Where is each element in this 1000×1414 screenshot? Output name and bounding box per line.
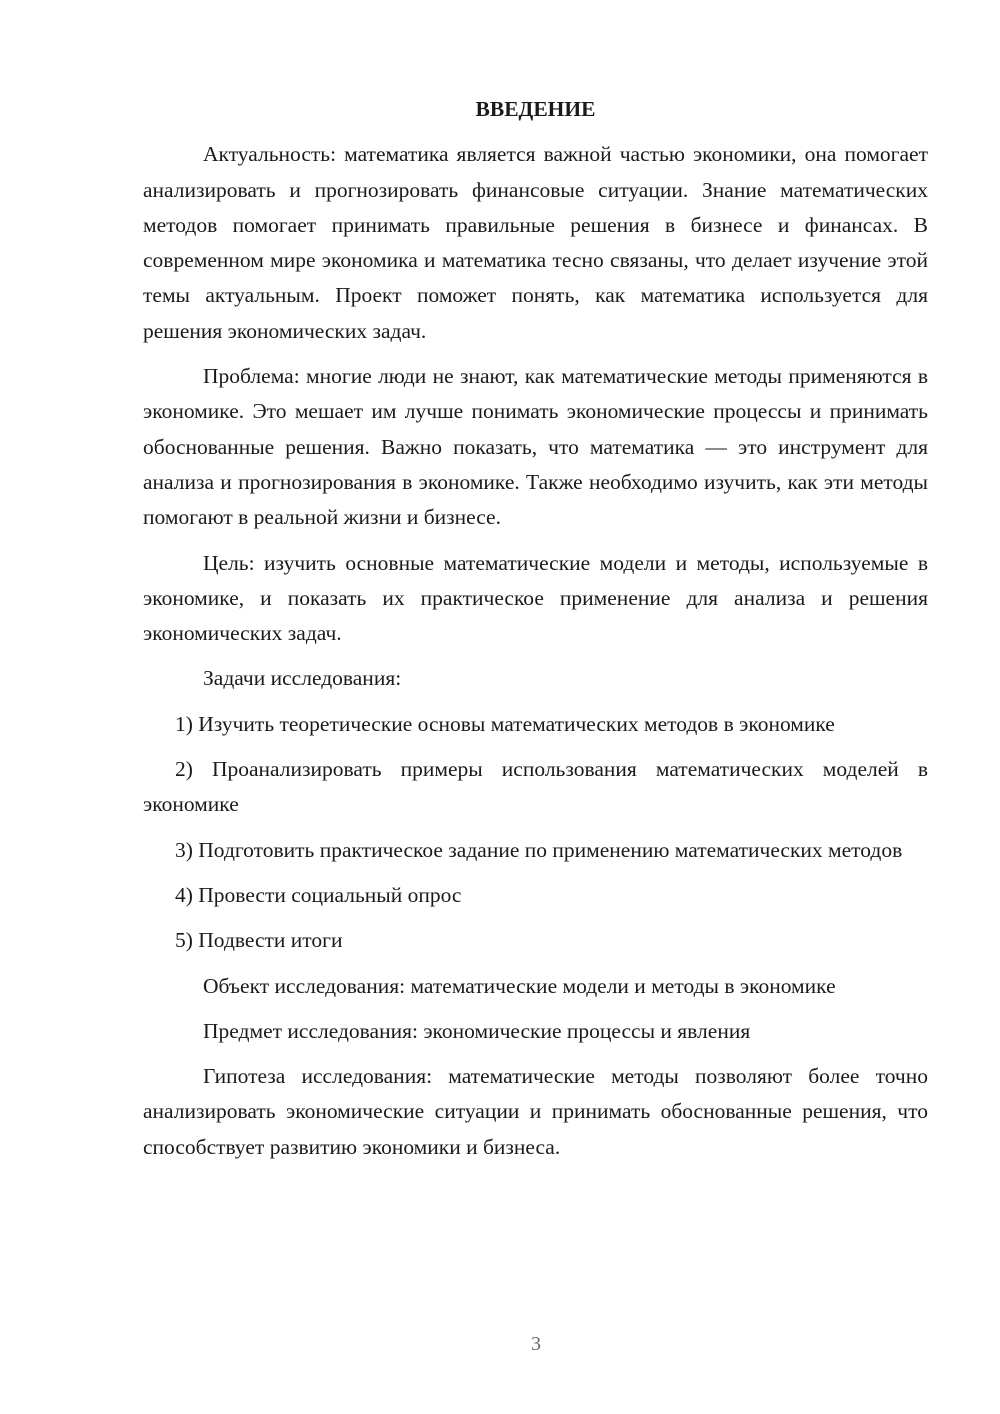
task-item-1: 1) Изучить теоретические основы математических методов в экономике bbox=[175, 711, 835, 736]
paragraph-problem: Проблема: многие люди не знают, как математические методы применяются в экономике. Это мешает им лучше понимать экономические процессы и принимать обоснованные решения. Важно показать, что математика — это инструмент для анализа и прогнозирования в экономике. Также необходимо изучить, как эти методы помогают в реальной жизни и бизнесе. bbox=[143, 364, 928, 530]
tasks-heading: Задачи исследования: bbox=[203, 666, 402, 691]
page-title: ВВЕДЕНИЕ bbox=[475, 97, 596, 121]
page-number: 3 bbox=[531, 1333, 541, 1355]
task-item-5: 5) Подвести итоги bbox=[175, 928, 343, 953]
paragraph-relevance: Актуальность: математика является важной частью экономики, она помогает анализировать и прогнозировать финансовые ситуации. Знание математических методов помогает принимать правильные решения в бизнесе и финансах. В современном мире экономика и математика тесно связаны, что делает изучение этой темы актуальным. Проект поможет понять, как математика используется для решения экономических задач. bbox=[143, 142, 928, 343]
paragraph-object: Объект исследования: математические модели и методы в экономике bbox=[203, 973, 836, 998]
paragraph-hypothesis: Гипотеза исследования: математические методы позволяют более точно анализировать экономические ситуации и принимать обоснованные решения, что способствует развитию экономики и бизнеса. bbox=[143, 1064, 928, 1159]
task-item-3: 3) Подготовить практическое задание по применению математических методов bbox=[175, 837, 903, 862]
paragraph-subject: Предмет исследования: экономические процессы и явления bbox=[203, 1018, 751, 1043]
page-content bbox=[143, 92, 928, 1165]
paragraph-goal: Цель: изучить основные математические модели и методы, используемые в экономике, и показать их практическое применение для анализа и решения экономических задач. bbox=[143, 550, 928, 646]
task-item-2: 2) Проанализировать примеры использования математических моделей в экономике bbox=[143, 757, 928, 817]
task-item-4: 4) Провести социальный опрос bbox=[175, 882, 462, 907]
